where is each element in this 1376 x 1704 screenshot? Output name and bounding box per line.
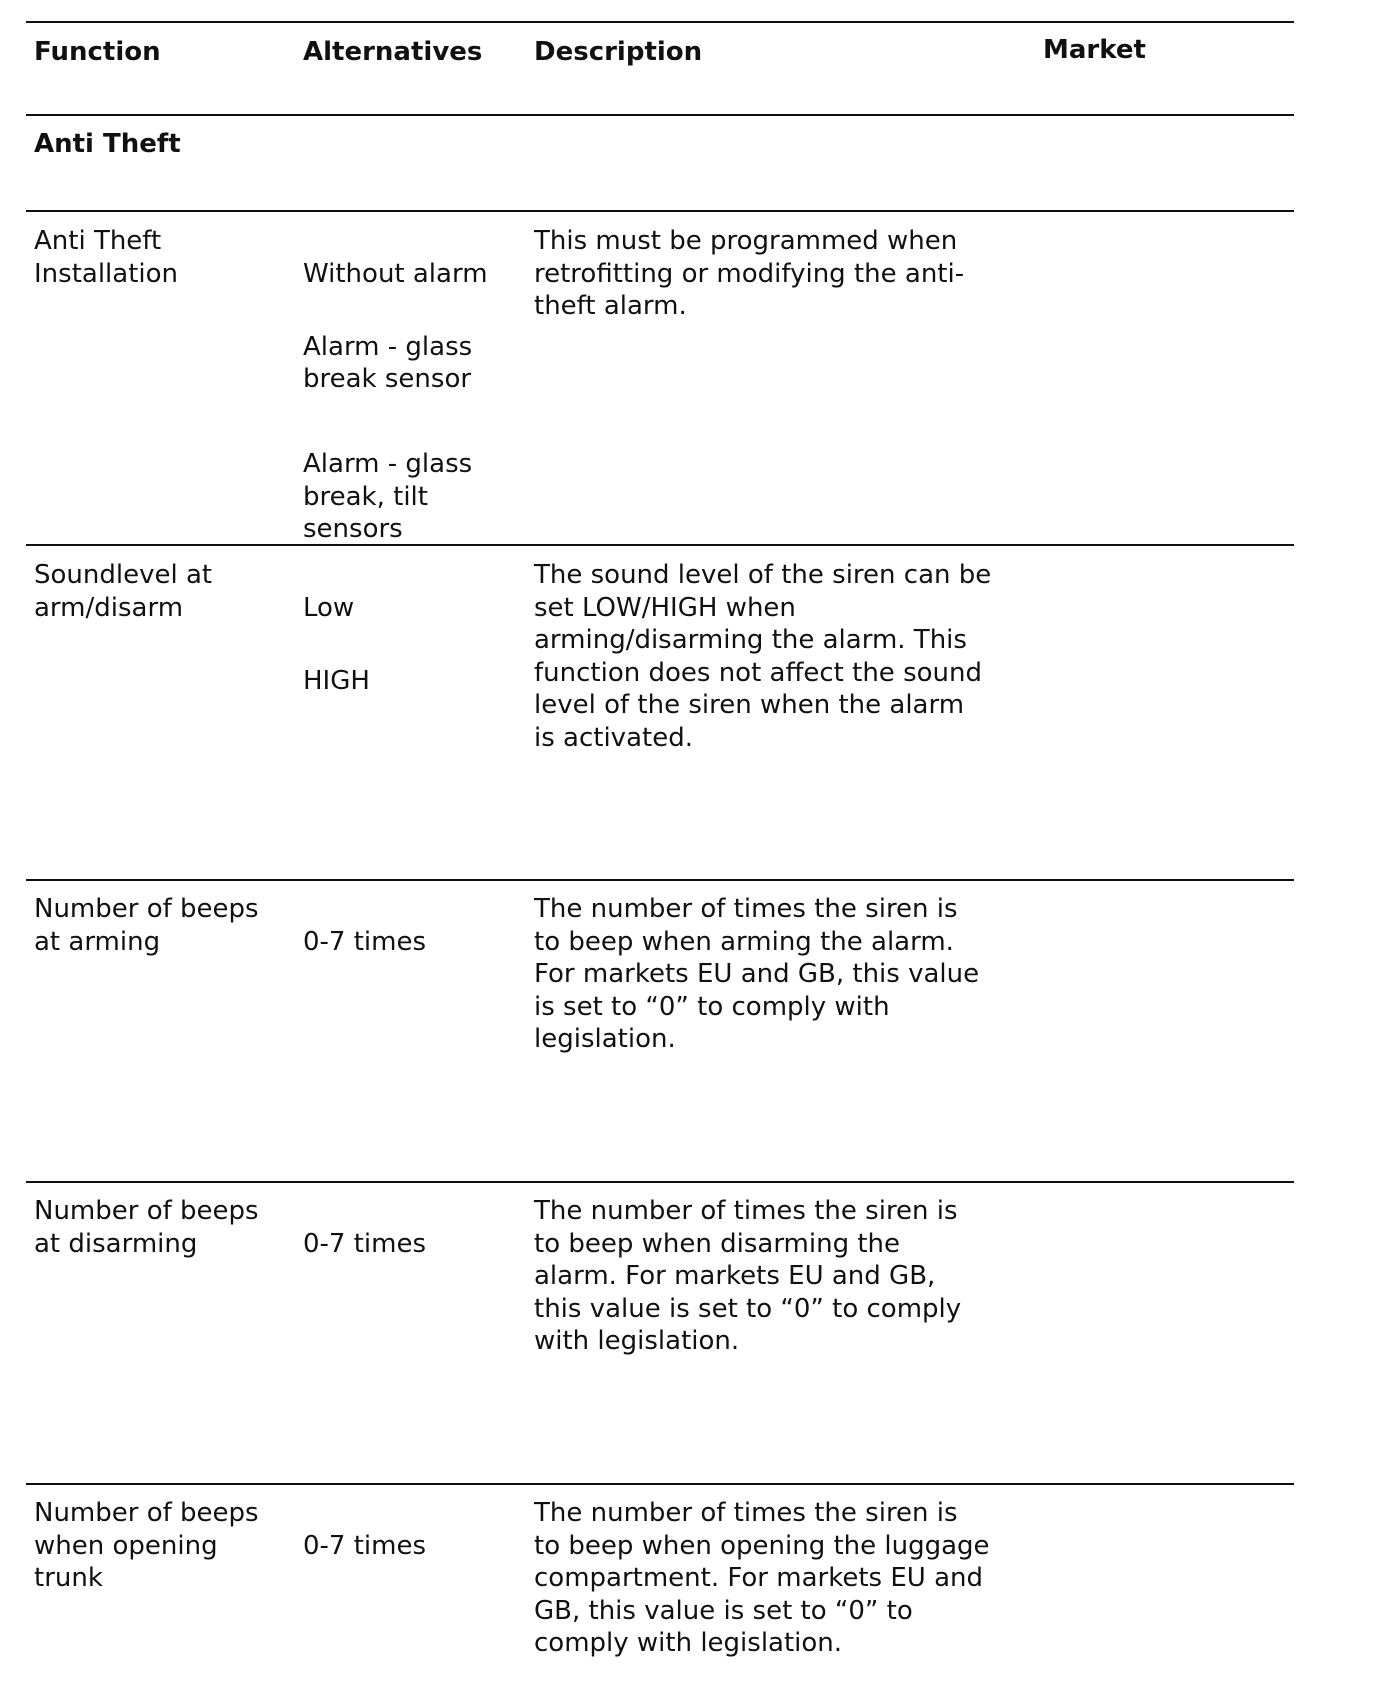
row-4-alternative-1: 0-7 times (303, 1228, 427, 1259)
row-4-description: The number of times the siren is to beep when disarming the alarm. For markets EU and GB, this value is set to “0” to comply with legislation. (534, 1196, 962, 1356)
table-top-rule (26, 21, 1294, 23)
row-3-alternatives (303, 893, 523, 999)
header-market: Market (1043, 35, 1146, 65)
row-3-description: The number of times the siren is to beep when arming the alarm. For markets EU and GB, this value is set to “0” to comply with legislation. (534, 894, 980, 1054)
row-1-alternatives (303, 225, 523, 586)
row-separator-3 (26, 1181, 1294, 1183)
section-bottom-rule (26, 210, 1294, 212)
header-description: Description (534, 37, 703, 67)
row-4-alternatives (303, 1195, 523, 1301)
row-3-function: Number of beeps at arming (34, 894, 259, 957)
row-5-description: The number of times the siren is to beep when opening the luggage compartment. For markets EU and GB, this value is set to “0” to comply with legislation. (534, 1498, 990, 1658)
row-5-alternative-1: 0-7 times (303, 1530, 427, 1561)
row-1-description: This must be programmed when retrofitting or modifying the anti- theft alarm. (534, 226, 965, 321)
row-2-function: Soundlevel at arm/disarm (34, 560, 213, 623)
row-separator-1 (26, 544, 1294, 546)
row-2-alternatives (303, 559, 523, 738)
row-5-function: Number of beeps when opening trunk (34, 1498, 259, 1593)
row-1-alternative-2: Alarm - glass break sensor (303, 331, 473, 394)
row-1-function: Anti Theft Installation (34, 226, 179, 289)
header-bottom-rule (26, 114, 1294, 116)
section-title: Anti Theft (34, 129, 181, 159)
row-2-alternative-1: Low (303, 592, 355, 623)
row-3-alternative-1: 0-7 times (303, 926, 427, 957)
header-function: Function (34, 37, 161, 67)
row-5-alternatives (303, 1497, 523, 1603)
row-2-description: The sound level of the siren can be set LOW/HIGH when arming/disarming the alarm. This function does not affect the sound level of the siren when the alarm is activated. (534, 560, 992, 753)
row-separator-4 (26, 1483, 1294, 1485)
header-alternatives: Alternatives (303, 37, 483, 67)
row-2-alternative-2: HIGH (303, 665, 370, 696)
row-1-alternative-3: Alarm - glass break, tilt sensors (303, 449, 473, 544)
row-1-alternative-1: Without alarm (303, 258, 488, 289)
row-separator-2 (26, 879, 1294, 881)
row-4-function: Number of beeps at disarming (34, 1196, 259, 1259)
